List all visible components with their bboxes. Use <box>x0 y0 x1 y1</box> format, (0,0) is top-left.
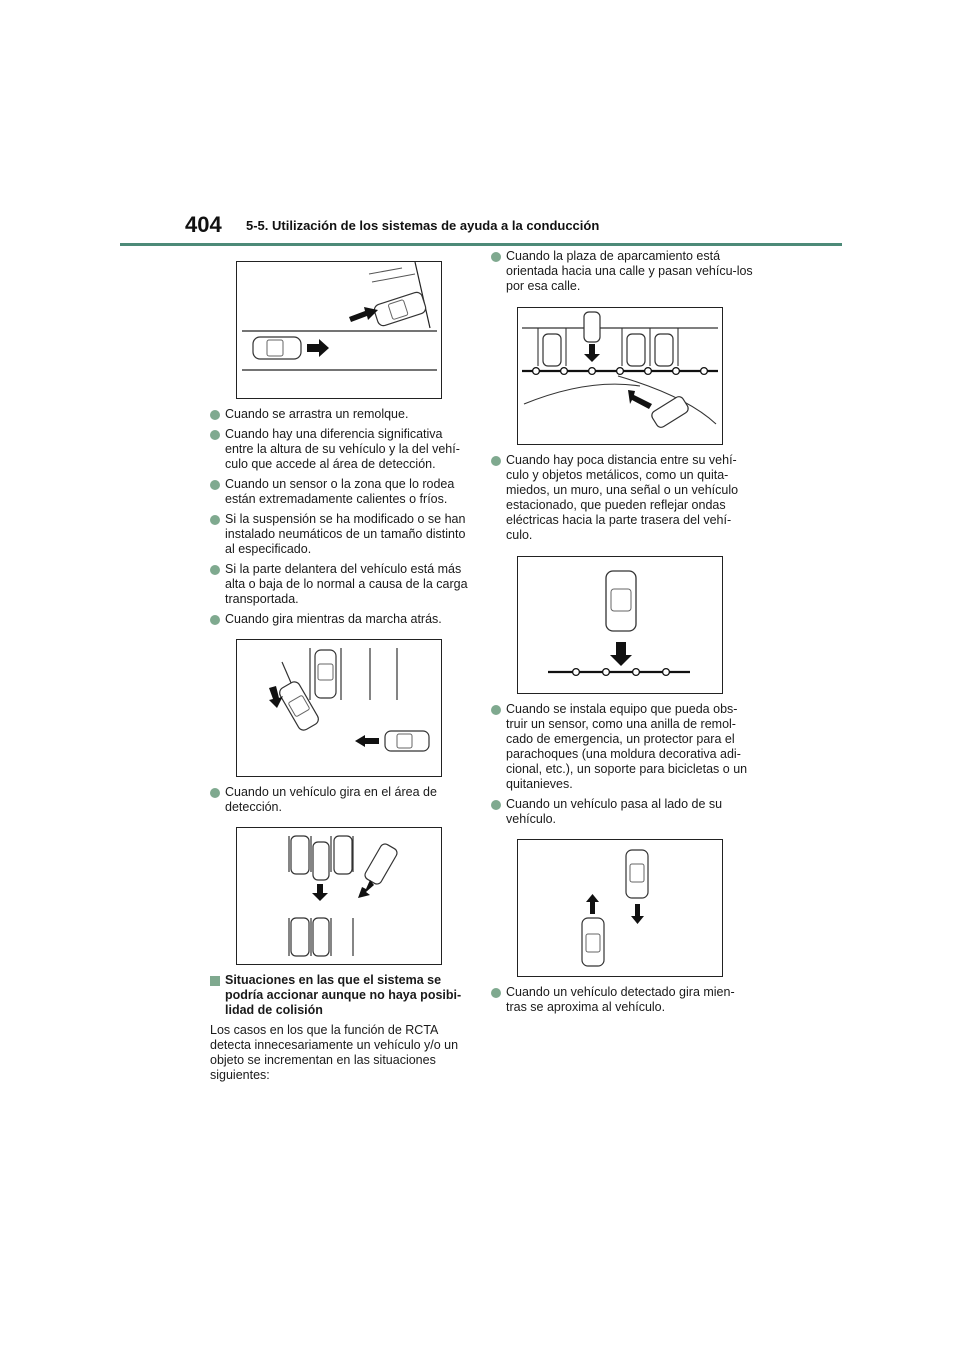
bullet-dot <box>210 480 220 490</box>
bullet-dot <box>491 988 501 998</box>
reverse-turn-illustration <box>236 639 442 777</box>
bullet-dot <box>210 515 220 525</box>
bullet-dot <box>491 705 501 715</box>
vehicle-turning-illustration <box>236 827 442 965</box>
list-item: Si la suspensión se ha modificado o se han instalado neumáticos de un tamaño distinto al especificado. <box>210 512 468 557</box>
right-column <box>491 249 753 1015</box>
list-item: Cuando se instala equipo que pueda obs-truir un sensor, como una anilla de remol-cado de emergencia, un protector para el parachoques (una moldura decorativa adi-cional, etc.), un soporte para bicicletas o un quitanieves. <box>491 702 753 792</box>
list-item: Cuando la plaza de aparcamiento está orientada hacia una calle y pasan vehícu-los por esa calle. <box>491 249 753 294</box>
bullet-dot <box>210 565 220 575</box>
section-title: 5-5. Utilización de los sistemas de ayuda a la conducción <box>246 218 600 233</box>
bullet-dot <box>491 252 501 262</box>
list-item: Cuando hay una diferencia significativa entre la altura de su vehículo y la del vehí-culo que accede al área de detección. <box>210 427 468 472</box>
list-item: Cuando hay poca distancia entre su vehí-culo y objetos metálicos, como un quita-miedos, un muro, una señal o un vehículo estacionado, que pueden reflejar ondas eléctricas hacia la parte trasera del vehí-culo. <box>491 453 753 543</box>
section-heading: Situaciones en las que el sistema se podría accionar aunque no haya posibi-lidad de colisión <box>210 973 468 1018</box>
bullet-dot <box>210 788 220 798</box>
heading-square <box>210 976 220 986</box>
vehicle-passing-illustration <box>517 839 723 977</box>
bullet-dot <box>210 410 220 420</box>
list-item: Si la parte delantera del vehículo está más alta o baja de lo normal a causa de la carga transportada. <box>210 562 468 607</box>
parking-facing-street-illustration <box>517 307 723 445</box>
left-column <box>210 261 468 1083</box>
bullet-dot <box>210 430 220 440</box>
bullet-dot <box>210 615 220 625</box>
trailer-illustration <box>236 261 442 399</box>
body-paragraph: Los casos en los que la función de RCTA detecta innecesariamente un vehículo y/o un objeto se incrementan en las situaciones siguientes: <box>210 1023 459 1082</box>
metal-object-illustration <box>517 556 723 694</box>
list-item: Cuando se arrastra un remolque. <box>210 407 468 422</box>
header-rule <box>120 243 842 246</box>
list-item: Cuando un vehículo gira en el área de detección. <box>210 785 468 815</box>
bullet-dot <box>491 800 501 810</box>
list-item: Cuando un vehículo pasa al lado de su vehículo. <box>491 797 753 827</box>
list-item: Cuando gira mientras da marcha atrás. <box>210 612 468 627</box>
bullet-dot <box>491 456 501 466</box>
list-item: Cuando un vehículo detectado gira mien-tras se aproxima al vehículo. <box>491 985 753 1015</box>
list-item: Cuando un sensor o la zona que lo rodea están extremadamente calientes o fríos. <box>210 477 468 507</box>
page-number: 404 <box>185 212 222 237</box>
